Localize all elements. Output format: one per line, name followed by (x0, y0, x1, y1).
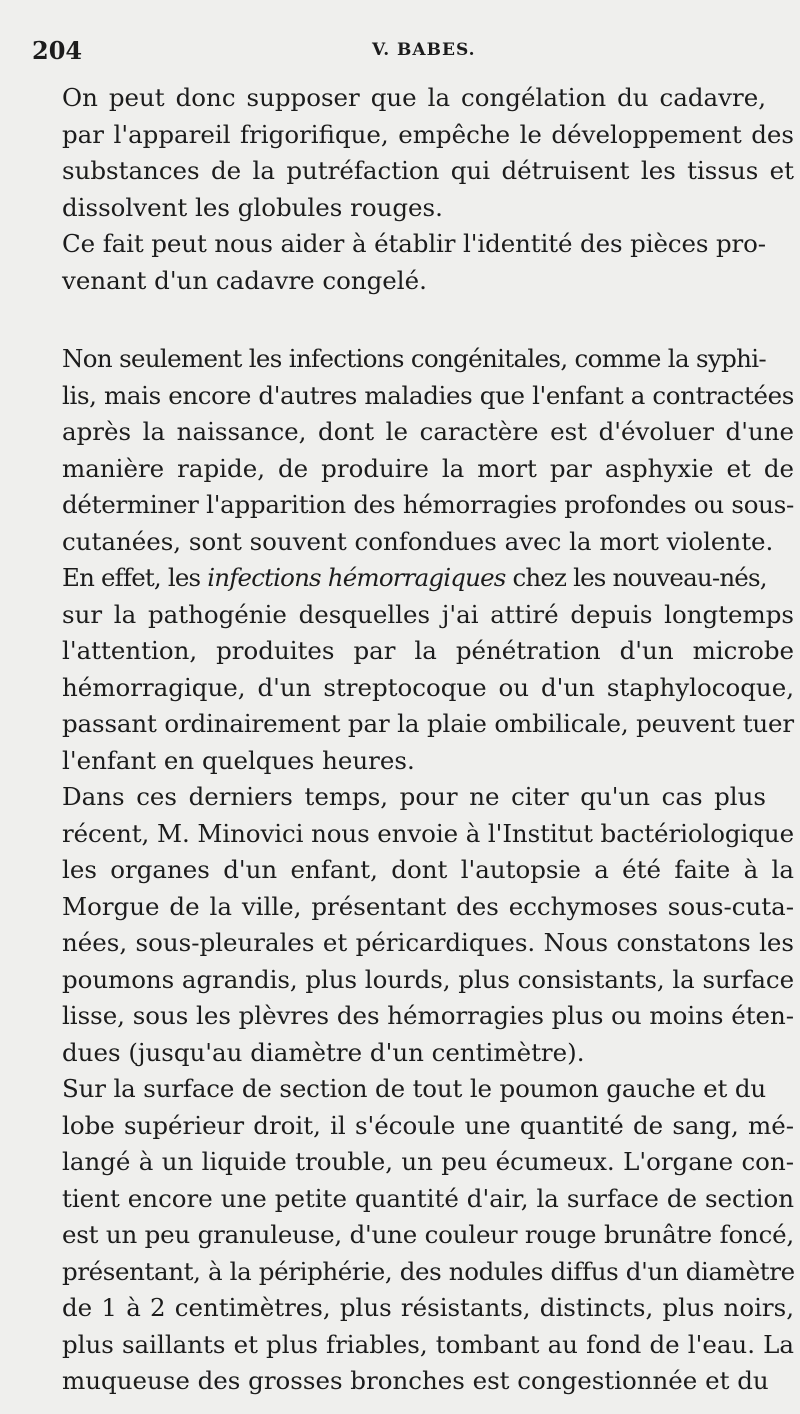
text-line: par l'appareil frigorifique, empêche le développement des (62, 119, 794, 149)
paragraph (34, 560, 795, 779)
text-line: poumons agrandis, plus lourds, plus consistants, la surface (62, 964, 795, 994)
text-line: l'attention, produites par la pénétration d'un microbe (62, 636, 795, 665)
text-line: de 1 à 2 centimètres, plus résistants, distincts, plus noirs, (62, 1293, 794, 1322)
text-line: Non seulement les infections congénitales, comme la syphi- (62, 344, 766, 373)
paragraph (34, 226, 766, 299)
text-line: après la naissance, dont le caractère est d'évoluer d'une (62, 417, 794, 446)
text-line: hémorragique, d'un streptocoque ou d'un staphylocoque, (62, 672, 794, 702)
text-line: l'enfant en quelques heures. (62, 745, 415, 775)
text-line: lis, mais encore d'autres maladies que l'enfant a contractées (62, 380, 794, 410)
paragraph (34, 1071, 795, 1400)
text-line: Morgue de la ville, présentant des ecchymoses sous-cuta- (62, 891, 794, 921)
paragraph (34, 341, 795, 560)
body-text (34, 80, 795, 1400)
text-line: récent, M. Minovici nous envoie à l'Institut bactériologique (62, 818, 794, 848)
text-line: présentant, à la périphérie, des nodules diffus d'un diamètre (62, 1256, 795, 1286)
text-line: langé à un liquide trouble, un peu écumeux. L'organe con- (62, 1147, 794, 1176)
text-run: chez les nouveau-nés, (505, 563, 767, 592)
text-line: Dans ces derniers temps, pour ne citer qu'un cas plus (62, 782, 766, 811)
italic-phrase: infections hémorragiques (207, 563, 506, 592)
text-line: venant d'un cadavre congelé. (62, 265, 427, 295)
page-number: 204 (32, 36, 83, 65)
text-line: les organes d'un enfant, dont l'autopsie a été faite à la (62, 855, 794, 884)
text-line: Ce fait peut nous aider à établir l'identité des pièces pro- (62, 229, 766, 258)
text-line: dissolvent les globules rouges. (62, 192, 443, 222)
text-line: passant ordinairement par la plaie ombilicale, peuvent tuer (62, 709, 794, 738)
text-line: lobe supérieur droit, il s'écoule une quantité de sang, mé- (62, 1110, 794, 1140)
text-line: dues (jusqu'au diamètre d'un centimètre). (62, 1037, 585, 1067)
text-line: sur la pathogénie desquelles j'ai attiré depuis longtemps (62, 599, 794, 629)
text-line: tient encore une petite quantité d'air, la surface de section (62, 1183, 794, 1213)
text-line: Sur la surface de section de tout le poumon gauche et du (62, 1074, 766, 1103)
text-line: déterminer l'apparition des hémorragies profondes ou sous- (62, 490, 795, 519)
text-line: cutanées, sont souvent confondues avec la mort violente. (62, 526, 774, 556)
page-header (32, 36, 772, 70)
paragraph (34, 779, 795, 1071)
running-title: V. BABES. (372, 40, 476, 60)
text-line: est un peu granuleuse, d'une couleur rouge brunâtre foncé, (62, 1220, 794, 1249)
text-line: plus saillants et plus friables, tombant au fond de l'eau. La (62, 1329, 794, 1359)
text-line: lisse, sous les plèvres des hémorragies plus ou moins éten- (62, 1001, 794, 1030)
text-line (34, 560, 766, 597)
text-line: manière rapide, de produire la mort par asphyxie et de (62, 453, 794, 483)
text-line: substances de la putréfaction qui détruisent les tissus et (62, 156, 794, 185)
paragraph (34, 80, 794, 226)
text-line: On peut donc supposer que la congélation du cadavre, (62, 83, 766, 112)
text-line: muqueuse des grosses bronches est congestionnée et du (62, 1366, 769, 1395)
text-line: nées, sous-pleurales et péricardiques. Nous constatons les (62, 928, 795, 957)
text-run: En effet, les (62, 563, 208, 592)
